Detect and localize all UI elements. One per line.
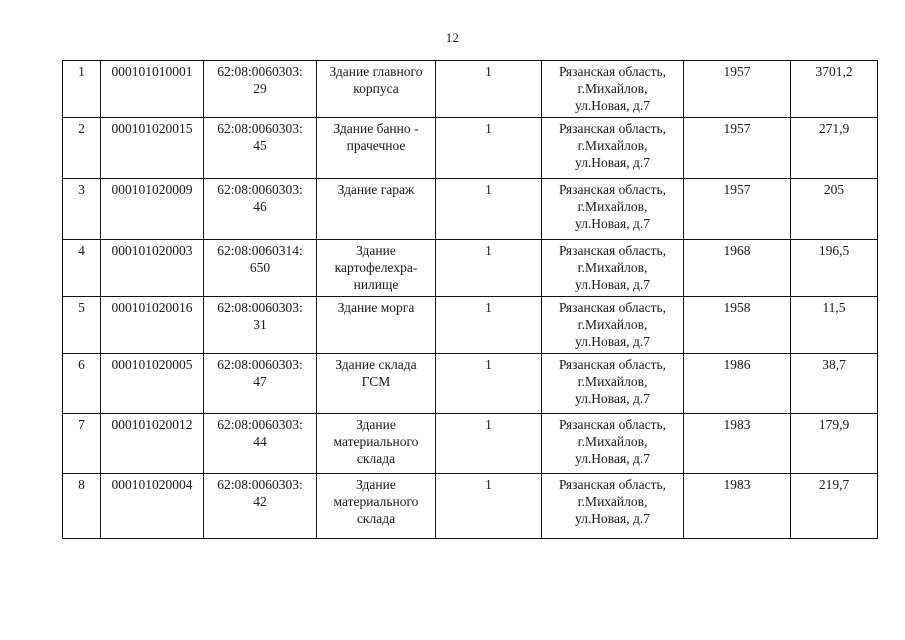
area-cell: 3701,2 [791, 61, 878, 118]
inventory-number-cell: 000101020015 [101, 118, 204, 179]
object-name-cell [317, 240, 436, 297]
inventory-number-cell: 000101020009 [101, 179, 204, 240]
cadastral-number-line: 62:08:0060303: [217, 477, 303, 492]
inventory-number-cell: 000101020016 [101, 297, 204, 354]
quantity-cell: 1 [436, 297, 542, 354]
year-cell: 1983 [684, 414, 791, 474]
cadastral-number-line: 62:08:0060303: [217, 64, 303, 79]
object-name-line: материального [333, 434, 419, 449]
area-cell: 179,9 [791, 414, 878, 474]
address-line: ул.Новая, д.7 [575, 391, 650, 406]
cadastral-number-line: 44 [253, 434, 267, 449]
inventory-number-cell: 000101020005 [101, 354, 204, 414]
address-line: Рязанская область, [558, 64, 667, 79]
cadastral-number-cell [204, 240, 317, 297]
address-line: Рязанская область, [558, 357, 667, 372]
object-name-cell [317, 354, 436, 414]
area-cell: 271,9 [791, 118, 878, 179]
address-line: г.Михайлов, [577, 434, 648, 449]
row-number-cell: 3 [63, 179, 101, 240]
object-name-line: Здание [356, 477, 396, 492]
cadastral-number-line: 62:08:0060303: [217, 300, 303, 315]
address-line: ул.Новая, д.7 [575, 155, 650, 170]
object-name-line: Здание банно - [333, 121, 419, 136]
quantity-cell: 1 [436, 61, 542, 118]
cadastral-number-line: 46 [253, 199, 267, 214]
cadastral-number-line: 45 [253, 138, 267, 153]
address-cell [542, 240, 684, 297]
cadastral-number-cell [204, 118, 317, 179]
inventory-number-cell: 000101020012 [101, 414, 204, 474]
row-number-cell: 8 [63, 474, 101, 539]
address-line: г.Михайлов, [577, 81, 648, 96]
address-line: Рязанская область, [558, 477, 667, 492]
cadastral-number-line: 29 [253, 81, 267, 96]
page-number: 12 [445, 30, 460, 45]
cadastral-number-cell [204, 61, 317, 118]
object-name-line: прачечное [346, 138, 406, 153]
row-number-cell: 6 [63, 354, 101, 414]
object-name-line: Здание [356, 243, 396, 258]
object-name-cell [317, 297, 436, 354]
object-name-cell [317, 414, 436, 474]
cadastral-number-line: 650 [249, 260, 271, 275]
address-line: г.Михайлов, [577, 199, 648, 214]
object-name-line: Здание главного [329, 64, 423, 79]
year-cell: 1986 [684, 354, 791, 414]
address-line: Рязанская область, [558, 121, 667, 136]
inventory-number-cell: 000101020003 [101, 240, 204, 297]
cadastral-number-line: 62:08:0060303: [217, 182, 303, 197]
year-cell: 1968 [684, 240, 791, 297]
object-name-cell [317, 118, 436, 179]
year-cell: 1957 [684, 179, 791, 240]
year-cell: 1957 [684, 61, 791, 118]
quantity-cell: 1 [436, 240, 542, 297]
object-name-line: нилище [353, 277, 399, 292]
cadastral-number-cell [204, 354, 317, 414]
table-row [63, 240, 878, 297]
address-line: г.Михайлов, [577, 260, 648, 275]
year-cell: 1957 [684, 118, 791, 179]
table-row [63, 354, 878, 414]
area-cell: 219,7 [791, 474, 878, 539]
address-cell [542, 354, 684, 414]
address-line: ул.Новая, д.7 [575, 451, 650, 466]
quantity-cell: 1 [436, 354, 542, 414]
object-name-line: картофелехра- [334, 260, 418, 275]
cadastral-number-line: 62:08:0060303: [217, 121, 303, 136]
cadastral-number-line: 62:08:0060314: [217, 243, 303, 258]
object-name-cell [317, 179, 436, 240]
address-line: г.Михайлов, [577, 317, 648, 332]
table-row [63, 474, 878, 539]
address-line: ул.Новая, д.7 [575, 277, 650, 292]
object-name-cell [317, 61, 436, 118]
cadastral-number-cell [204, 179, 317, 240]
quantity-cell: 1 [436, 118, 542, 179]
address-cell [542, 118, 684, 179]
object-name-cell [317, 474, 436, 539]
row-number-cell: 1 [63, 61, 101, 118]
cadastral-number-line: 31 [253, 317, 267, 332]
inventory-number-cell: 000101020004 [101, 474, 204, 539]
address-cell [542, 179, 684, 240]
quantity-cell: 1 [436, 474, 542, 539]
address-line: Рязанская область, [558, 182, 667, 197]
table-row [63, 118, 878, 179]
address-line: ул.Новая, д.7 [575, 334, 650, 349]
object-name-line: Здание гараж [337, 182, 415, 197]
object-name-line: материального [333, 494, 419, 509]
address-cell [542, 414, 684, 474]
property-registry-table [62, 60, 878, 539]
quantity-cell: 1 [436, 179, 542, 240]
object-name-line: Здание [356, 417, 396, 432]
address-line: г.Михайлов, [577, 138, 648, 153]
table-row [63, 414, 878, 474]
address-line: ул.Новая, д.7 [575, 511, 650, 526]
cadastral-number-line: 62:08:0060303: [217, 357, 303, 372]
address-line: ул.Новая, д.7 [575, 98, 650, 113]
row-number-cell: 5 [63, 297, 101, 354]
table-row [63, 297, 878, 354]
area-cell: 205 [791, 179, 878, 240]
object-name-line: склада [356, 511, 396, 526]
cadastral-number-cell [204, 414, 317, 474]
area-cell: 38,7 [791, 354, 878, 414]
object-name-line: корпуса [353, 81, 399, 96]
address-cell [542, 474, 684, 539]
address-line: ул.Новая, д.7 [575, 216, 650, 231]
cadastral-number-cell [204, 474, 317, 539]
area-cell: 196,5 [791, 240, 878, 297]
address-line: г.Михайлов, [577, 374, 648, 389]
object-name-line: склада [356, 451, 396, 466]
area-cell: 11,5 [791, 297, 878, 354]
cadastral-number-line: 42 [253, 494, 267, 509]
address-cell [542, 61, 684, 118]
object-name-line: Здание морга [337, 300, 415, 315]
address-cell [542, 297, 684, 354]
year-cell: 1958 [684, 297, 791, 354]
quantity-cell: 1 [436, 414, 542, 474]
cadastral-number-line: 47 [253, 374, 267, 389]
year-cell: 1983 [684, 474, 791, 539]
row-number-cell: 7 [63, 414, 101, 474]
table-row [63, 61, 878, 118]
object-name-line: Здание склада [335, 357, 417, 372]
row-number-cell: 2 [63, 118, 101, 179]
address-line: Рязанская область, [558, 243, 667, 258]
address-line: Рязанская область, [558, 417, 667, 432]
table-row [63, 179, 878, 240]
address-line: Рязанская область, [558, 300, 667, 315]
address-line: г.Михайлов, [577, 494, 648, 509]
inventory-number-cell: 000101010001 [101, 61, 204, 118]
cadastral-number-cell [204, 297, 317, 354]
object-name-line: ГСМ [361, 374, 391, 389]
row-number-cell: 4 [63, 240, 101, 297]
cadastral-number-line: 62:08:0060303: [217, 417, 303, 432]
